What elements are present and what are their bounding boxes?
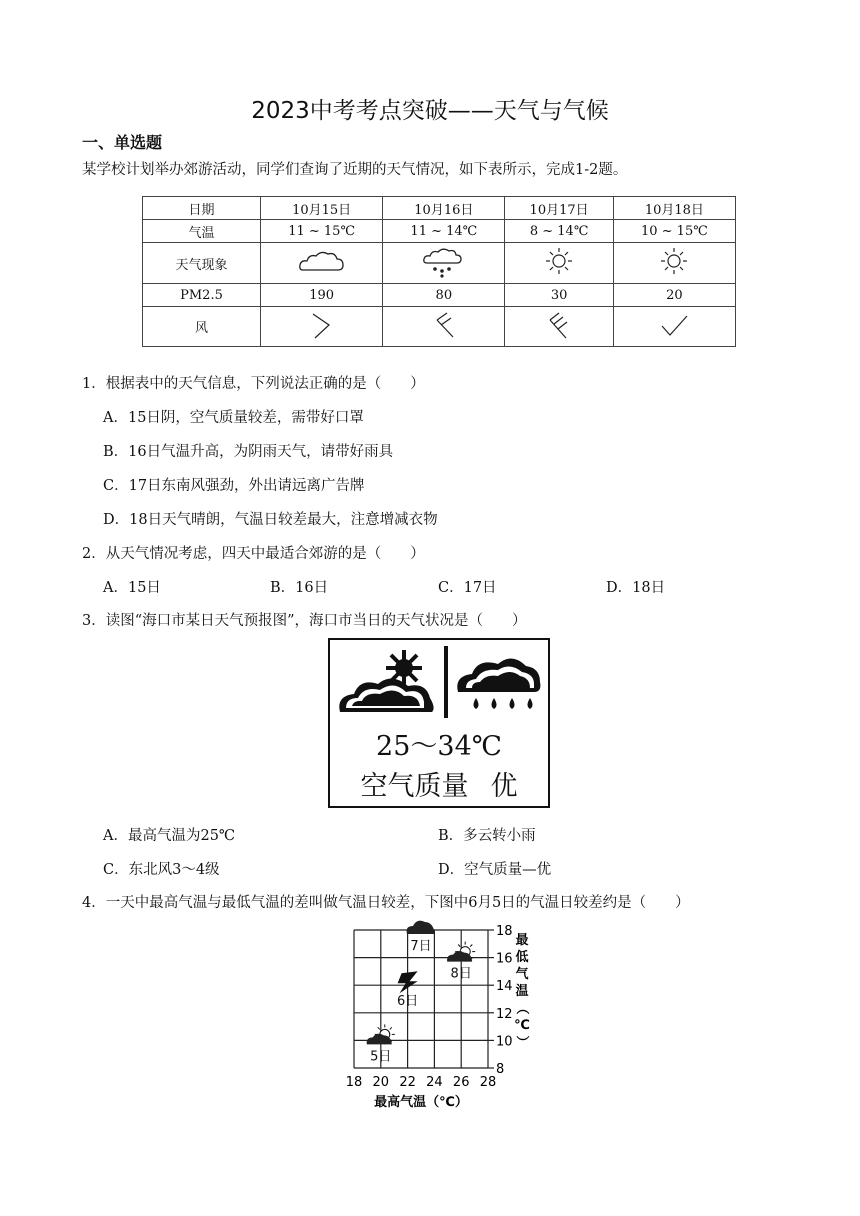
y-tick-label: 10 (496, 1034, 513, 1050)
table-cell (505, 243, 613, 284)
y-tick-label: 12 (496, 1006, 513, 1022)
air-quality-label: 空气质量 (360, 771, 469, 802)
question-option[interactable]: A．最高气温为25℃ (103, 828, 236, 844)
table-row (143, 284, 736, 307)
x-tick-label: 26 (452, 1075, 470, 1090)
wind-symbol-2-icon (429, 310, 459, 340)
table-cell: 10月15日 (261, 197, 383, 220)
question-option[interactable]: D．18日 (606, 580, 666, 596)
intro-text: 某学校计划举办郊游活动，同学们查询了近期的天气情况，如下表所示，完成1-2题。 (82, 162, 628, 178)
table-cell: 30 (505, 284, 613, 307)
forecast-panel (328, 638, 550, 808)
table-cell (613, 243, 735, 284)
table-cell: 10月17日 (505, 197, 613, 220)
table-cell: 80 (383, 284, 505, 307)
y-tick-label: 18 (496, 924, 513, 939)
y-tick-label: 14 (496, 979, 513, 995)
partly-cloudy-icon (339, 650, 433, 712)
x-tick-label: 22 (399, 1075, 416, 1090)
point-label: 6日 (396, 994, 419, 1010)
cloudy-icon (297, 246, 347, 276)
table-cell (383, 307, 505, 347)
question-option[interactable]: D．18日天气晴朗，气温日较差最大，注意增减衣物 (103, 512, 438, 528)
question-option[interactable]: A．15日阴，空气质量较差，需带好口罩 (103, 410, 364, 426)
forecast-air-quality (330, 764, 548, 803)
table-cell: 11 ~ 15℃ (261, 220, 383, 243)
table-cell (261, 307, 383, 347)
y-axis-label: 最 (515, 933, 529, 948)
rain-icon (457, 658, 540, 709)
x-tick-label: 24 (426, 1075, 443, 1090)
question-stem: 2．从天气情况考虑，四天中最适合郊游的是（ ） (82, 546, 425, 562)
table-cell (505, 307, 613, 347)
question-option[interactable]: B．多云转小雨 (438, 828, 536, 844)
y-axis-label: 低 (515, 950, 529, 965)
row-label: 气温 (143, 220, 261, 243)
wind-symbol-4-icon (659, 310, 689, 340)
table-cell: 20 (613, 284, 735, 307)
table-cell: 10月16日 (383, 197, 505, 220)
question-stem: 1．根据表中的天气信息，下列说法正确的是（ ） (82, 376, 425, 392)
page-title: 2023中考考点突破——天气与气候 (251, 98, 609, 124)
table-cell (383, 243, 505, 284)
forecast-temperature: 25～34℃ (376, 731, 502, 762)
question-option[interactable]: C．17日 (438, 580, 497, 596)
table-row (143, 243, 736, 284)
question-option[interactable]: B．16日 (270, 580, 329, 596)
y-tick-label: 16 (496, 951, 513, 967)
question-option[interactable]: C．东北风3～4级 (103, 862, 220, 878)
y-axis-label: ℃ (514, 1018, 530, 1033)
table-row (143, 307, 736, 347)
row-label: 天气现象 (143, 243, 261, 284)
point-label: 5日 (370, 1049, 392, 1065)
row-label: PM2.5 (143, 284, 261, 307)
y-axis-label: 温 (515, 984, 529, 999)
question-stem: 4．一天中最高气温与最低气温的差叫做气温日较差，下图中6月5日的气温日较差约是（ ） (82, 895, 690, 911)
wind-symbol-3-icon (544, 310, 574, 340)
sunny-icon (543, 245, 575, 277)
point-label: 8日 (450, 966, 472, 982)
table-cell: 8 ~ 14℃ (505, 220, 613, 243)
table-row (143, 197, 736, 220)
rain-icon (419, 244, 469, 278)
air-quality-value: 优 (490, 771, 518, 802)
section-heading: 一、单选题 (82, 133, 163, 152)
question-option[interactable]: C．17日东南风强劲，外出请远离广告牌 (103, 478, 365, 494)
y-axis-label: 气 (515, 967, 529, 982)
sunny-icon (658, 245, 690, 277)
table-cell (613, 307, 735, 347)
question-option[interactable]: B．16日气温升高，为阴雨天气，请带好雨具 (103, 444, 394, 460)
forecast-icons (336, 646, 542, 722)
cloudy-icon (407, 921, 435, 934)
point-label: 7日 (410, 939, 432, 954)
wind-symbol-1-icon (307, 310, 337, 340)
temperature-chart (330, 920, 550, 1120)
x-axis-label: 最高气温（℃） (374, 1095, 468, 1110)
x-tick-label: 20 (372, 1075, 390, 1090)
x-tick-label: 18 (345, 1075, 363, 1090)
y-axis-label: ） (514, 1035, 529, 1049)
row-label: 风 (143, 307, 261, 347)
question-option[interactable]: D．空气质量—优 (438, 862, 552, 878)
table-cell: 190 (261, 284, 383, 307)
table-cell: 10月18日 (613, 197, 735, 220)
question-stem: 3．读图“海口市某日天气预报图”，海口市当日的天气状况是（ ） (82, 613, 527, 629)
weather-table (142, 196, 736, 347)
y-axis-label: （ (514, 1001, 529, 1015)
table-cell: 11 ~ 14℃ (383, 220, 505, 243)
x-tick-label: 28 (479, 1075, 497, 1090)
question-option[interactable]: A．15日 (103, 580, 161, 596)
y-tick-label: 8 (496, 1062, 505, 1077)
table-row (143, 220, 736, 243)
table-cell (261, 243, 383, 284)
table-cell: 10 ~ 15℃ (613, 220, 735, 243)
row-label: 日期 (143, 197, 261, 220)
